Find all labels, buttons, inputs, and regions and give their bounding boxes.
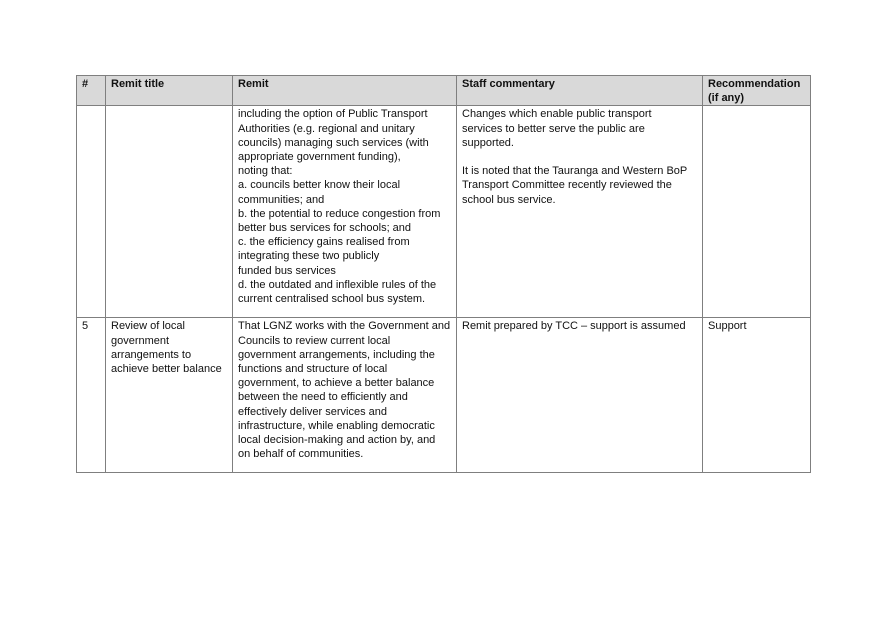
remit-line: government arrangements, including the xyxy=(238,348,435,361)
remit-line: That LGNZ works with the Government and xyxy=(238,320,451,333)
title-line: Review of local xyxy=(111,320,185,333)
paragraph-gap xyxy=(462,150,697,164)
remit-line: local decision-making and action by, and xyxy=(238,434,436,447)
commentary-line: Transport Committee recently reviewed the xyxy=(462,179,672,192)
remit-line: between the need to efficiently and xyxy=(238,391,408,404)
header-recommendation-line-1: Recommendation xyxy=(708,78,801,90)
remits-table xyxy=(76,75,811,473)
remit-line: infrastructure, while enabling democratic xyxy=(238,419,435,432)
cell-remit xyxy=(233,318,457,473)
remit-line: noting that: xyxy=(238,165,293,178)
remit-line: councils) managing such services (with xyxy=(238,136,429,149)
commentary-line: school bus service. xyxy=(462,193,556,206)
cell-recommendation xyxy=(703,106,811,318)
remit-line: appropriate government funding), xyxy=(238,151,401,164)
title-line: government xyxy=(111,334,170,347)
header-recommendation-line-2: (if any) xyxy=(708,92,745,105)
header-remit-title: Remit title xyxy=(106,76,233,106)
remit-line: c. the efficiency gains realised from xyxy=(238,236,410,249)
commentary-line: It is noted that the Tauranga and Western BoP xyxy=(462,165,688,178)
cell-staff-commentary: Remit prepared by TCC – support is assumed xyxy=(457,318,703,473)
title-line: achieve better balance xyxy=(111,363,222,376)
title-line: arrangements to xyxy=(111,348,192,361)
remit-line: d. the outdated and inflexible rules of the xyxy=(238,278,437,291)
remit-line: current centralised school bus system. xyxy=(238,293,426,306)
table-row xyxy=(77,318,811,473)
commentary-line: services to better serve the public are xyxy=(462,122,645,135)
remit-line: funded bus services xyxy=(238,264,336,277)
header-number: # xyxy=(77,76,106,106)
remit-line: better bus services for schools; and xyxy=(238,222,412,235)
remit-line: a. councils better know their local xyxy=(238,179,401,192)
table-header-row xyxy=(77,76,811,106)
remit-line: communities; and xyxy=(238,193,325,206)
remit-line: integrating these two publicly xyxy=(238,250,380,263)
remit-line: including the option of Public Transport xyxy=(238,108,428,121)
cell-number xyxy=(77,106,106,318)
commentary-line: Changes which enable public transport xyxy=(462,108,652,121)
remit-line: government, to achieve a better balance xyxy=(238,377,435,390)
header-recommendation xyxy=(703,76,811,106)
header-staff-commentary: Staff commentary xyxy=(457,76,703,106)
cell-number: 5 xyxy=(77,318,106,473)
remit-line: functions and structure of local xyxy=(238,363,388,376)
remit-line: b. the potential to reduce congestion from xyxy=(238,207,441,220)
table-row xyxy=(77,106,811,318)
remit-line: effectively deliver services and xyxy=(238,405,387,418)
header-remit: Remit xyxy=(233,76,457,106)
cell-recommendation: Support xyxy=(703,318,811,473)
cell-staff-commentary xyxy=(457,106,703,318)
remit-line: Councils to review current local xyxy=(238,334,391,347)
remit-line: Authorities (e.g. regional and unitary xyxy=(238,122,415,135)
commentary-line: supported. xyxy=(462,136,514,149)
remit-line: on behalf of communities. xyxy=(238,448,364,461)
cell-remit-title xyxy=(106,106,233,318)
cell-remit xyxy=(233,106,457,318)
cell-remit-title xyxy=(106,318,233,473)
